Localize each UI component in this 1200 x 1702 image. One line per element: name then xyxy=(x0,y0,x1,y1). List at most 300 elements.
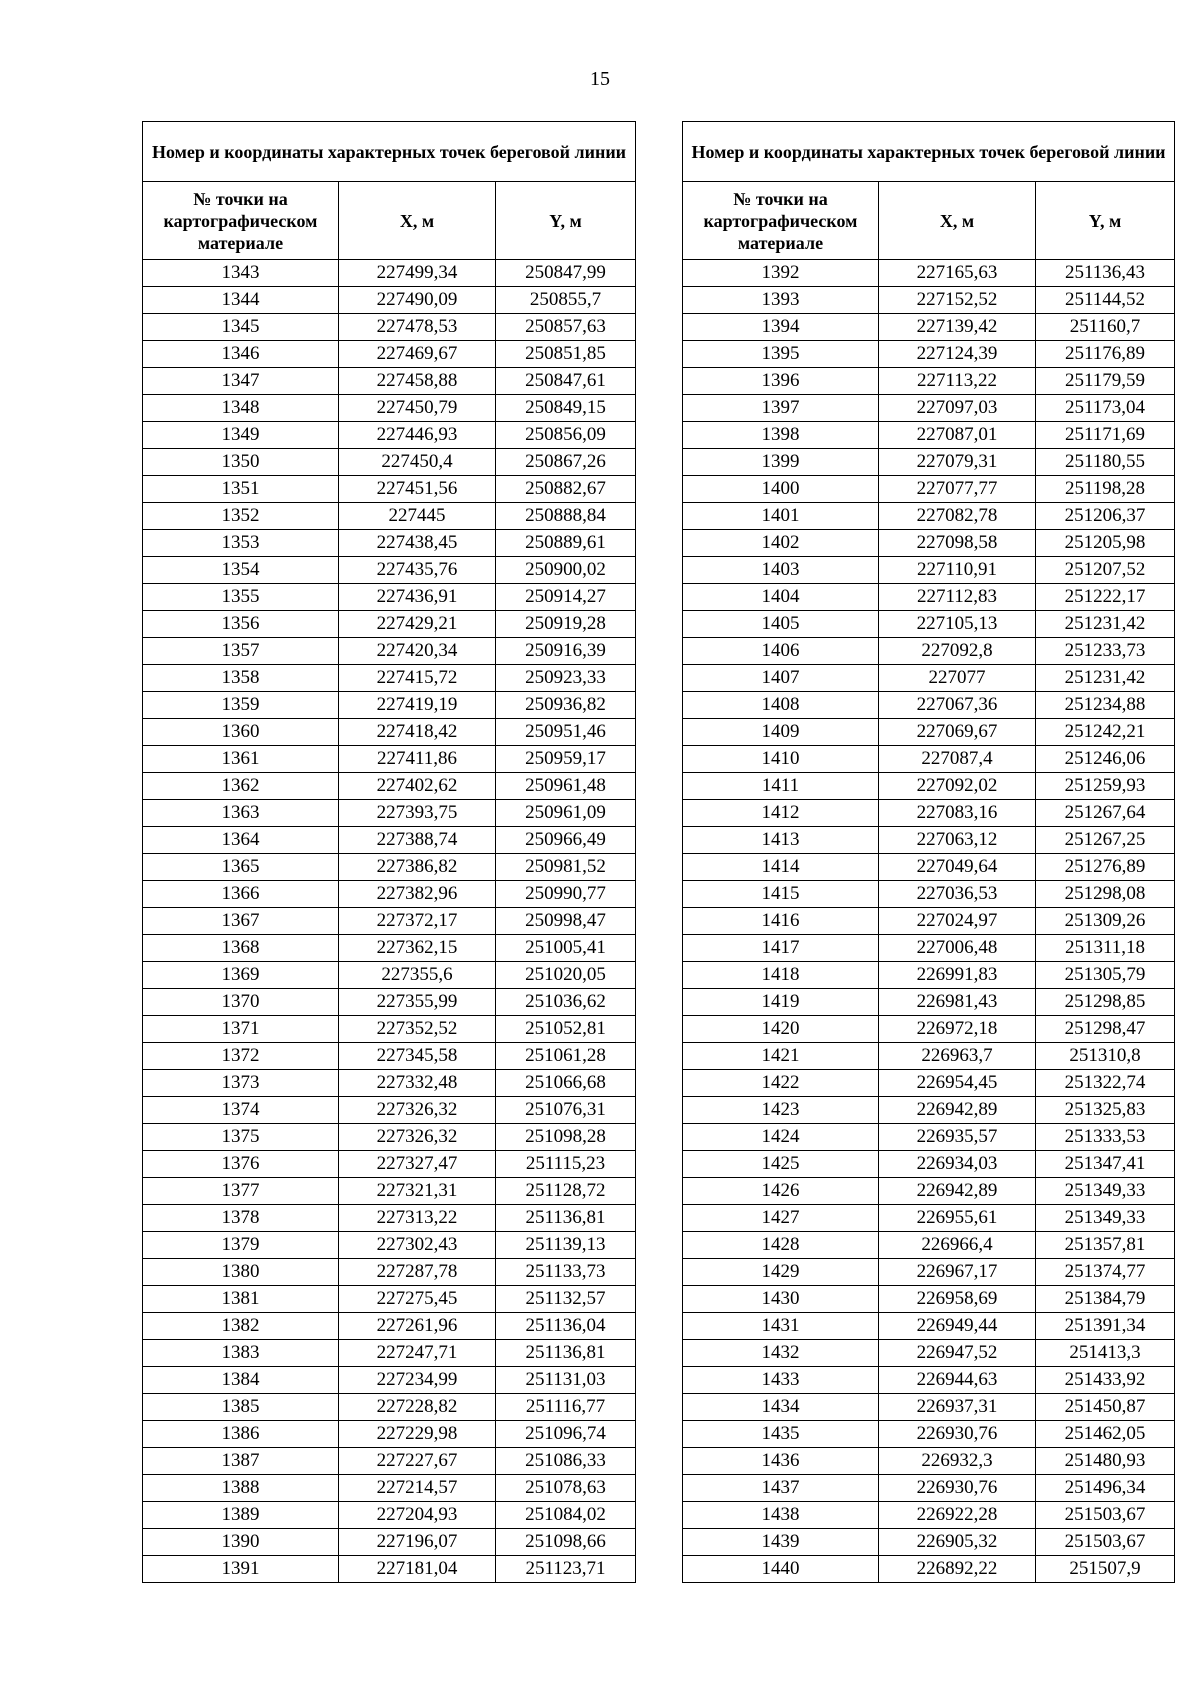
x-coordinate-cell: 227069,67 xyxy=(879,719,1036,746)
column-header-y: Y, м xyxy=(1036,182,1175,260)
column-header-x: X, м xyxy=(339,182,496,260)
table-row xyxy=(683,962,1175,989)
point-number-cell: 1391 xyxy=(143,1556,339,1583)
column-header-point-number: № точки на картографическом материале xyxy=(683,182,879,260)
x-coordinate-cell: 227327,47 xyxy=(339,1151,496,1178)
y-coordinate-cell: 250888,84 xyxy=(496,503,636,530)
table-row xyxy=(143,503,636,530)
point-number-cell: 1343 xyxy=(143,260,339,287)
y-coordinate-cell: 251020,05 xyxy=(496,962,636,989)
table-row xyxy=(143,1286,636,1313)
x-coordinate-cell: 227063,12 xyxy=(879,827,1036,854)
x-coordinate-cell: 227077 xyxy=(879,665,1036,692)
y-coordinate-cell: 251333,53 xyxy=(1036,1124,1175,1151)
table-row xyxy=(143,1502,636,1529)
point-number-cell: 1427 xyxy=(683,1205,879,1232)
table-row xyxy=(683,1232,1175,1259)
table-row xyxy=(683,1475,1175,1502)
y-coordinate-cell: 250966,49 xyxy=(496,827,636,854)
point-number-cell: 1349 xyxy=(143,422,339,449)
x-coordinate-cell: 227204,93 xyxy=(339,1502,496,1529)
table-row xyxy=(683,935,1175,962)
x-coordinate-cell: 227435,76 xyxy=(339,557,496,584)
y-coordinate-cell: 251311,18 xyxy=(1036,935,1175,962)
y-coordinate-cell: 250856,09 xyxy=(496,422,636,449)
table-row xyxy=(143,1313,636,1340)
point-number-cell: 1406 xyxy=(683,638,879,665)
table-row xyxy=(143,584,636,611)
point-number-cell: 1405 xyxy=(683,611,879,638)
x-coordinate-cell: 226958,69 xyxy=(879,1286,1036,1313)
table-row xyxy=(143,1151,636,1178)
y-coordinate-cell: 251207,52 xyxy=(1036,557,1175,584)
y-coordinate-cell: 251480,93 xyxy=(1036,1448,1175,1475)
point-number-cell: 1423 xyxy=(683,1097,879,1124)
table-body-left xyxy=(143,260,636,1583)
point-number-cell: 1431 xyxy=(683,1313,879,1340)
x-coordinate-cell: 226937,31 xyxy=(879,1394,1036,1421)
y-coordinate-cell: 251205,98 xyxy=(1036,530,1175,557)
table-row xyxy=(143,611,636,638)
y-coordinate-cell: 251462,05 xyxy=(1036,1421,1175,1448)
x-coordinate-cell: 227393,75 xyxy=(339,800,496,827)
x-coordinate-cell: 226942,89 xyxy=(879,1178,1036,1205)
y-coordinate-cell: 250998,47 xyxy=(496,908,636,935)
y-coordinate-cell: 251066,68 xyxy=(496,1070,636,1097)
y-coordinate-cell: 251084,02 xyxy=(496,1502,636,1529)
table-row xyxy=(143,638,636,665)
table-row xyxy=(683,1529,1175,1556)
point-number-cell: 1413 xyxy=(683,827,879,854)
table-row xyxy=(143,1016,636,1043)
point-number-cell: 1401 xyxy=(683,503,879,530)
table-row xyxy=(143,260,636,287)
point-number-cell: 1356 xyxy=(143,611,339,638)
y-coordinate-cell: 250959,17 xyxy=(496,746,636,773)
table-row xyxy=(143,368,636,395)
point-number-cell: 1352 xyxy=(143,503,339,530)
point-number-cell: 1397 xyxy=(683,395,879,422)
page-number: 15 xyxy=(590,68,610,90)
y-coordinate-cell: 251123,71 xyxy=(496,1556,636,1583)
x-coordinate-cell: 227110,91 xyxy=(879,557,1036,584)
x-coordinate-cell: 227499,34 xyxy=(339,260,496,287)
point-number-cell: 1424 xyxy=(683,1124,879,1151)
table-row xyxy=(143,314,636,341)
table-row xyxy=(143,935,636,962)
x-coordinate-cell: 227386,82 xyxy=(339,854,496,881)
y-coordinate-cell: 251116,77 xyxy=(496,1394,636,1421)
x-coordinate-cell: 227049,64 xyxy=(879,854,1036,881)
y-coordinate-cell: 250990,77 xyxy=(496,881,636,908)
y-coordinate-cell: 251076,31 xyxy=(496,1097,636,1124)
table-row xyxy=(683,287,1175,314)
table-row xyxy=(683,881,1175,908)
table-row xyxy=(683,1340,1175,1367)
point-number-cell: 1403 xyxy=(683,557,879,584)
x-coordinate-cell: 226955,61 xyxy=(879,1205,1036,1232)
x-coordinate-cell: 226949,44 xyxy=(879,1313,1036,1340)
y-coordinate-cell: 251450,87 xyxy=(1036,1394,1175,1421)
table-caption: Номер и координаты характерных точек береговой линии xyxy=(683,122,1175,182)
x-coordinate-cell: 227429,21 xyxy=(339,611,496,638)
point-number-cell: 1347 xyxy=(143,368,339,395)
y-coordinate-cell: 251078,63 xyxy=(496,1475,636,1502)
x-coordinate-cell: 227321,31 xyxy=(339,1178,496,1205)
y-coordinate-cell: 250867,26 xyxy=(496,449,636,476)
x-coordinate-cell: 226905,32 xyxy=(879,1529,1036,1556)
point-number-cell: 1346 xyxy=(143,341,339,368)
x-coordinate-cell: 227229,98 xyxy=(339,1421,496,1448)
point-number-cell: 1373 xyxy=(143,1070,339,1097)
table-row xyxy=(683,314,1175,341)
x-coordinate-cell: 227098,58 xyxy=(879,530,1036,557)
y-coordinate-cell: 250847,99 xyxy=(496,260,636,287)
table-row xyxy=(683,611,1175,638)
y-coordinate-cell: 251173,04 xyxy=(1036,395,1175,422)
point-number-cell: 1426 xyxy=(683,1178,879,1205)
y-coordinate-cell: 251136,81 xyxy=(496,1205,636,1232)
table-row xyxy=(143,530,636,557)
x-coordinate-cell: 226930,76 xyxy=(879,1475,1036,1502)
table-row xyxy=(143,1529,636,1556)
point-number-cell: 1357 xyxy=(143,638,339,665)
point-number-cell: 1393 xyxy=(683,287,879,314)
y-coordinate-cell: 250851,85 xyxy=(496,341,636,368)
table-row xyxy=(683,800,1175,827)
table-row xyxy=(143,1259,636,1286)
table-row xyxy=(143,1421,636,1448)
y-coordinate-cell: 250855,7 xyxy=(496,287,636,314)
x-coordinate-cell: 227355,6 xyxy=(339,962,496,989)
table-row xyxy=(683,1178,1175,1205)
table-row xyxy=(143,395,636,422)
table-row xyxy=(683,557,1175,584)
x-coordinate-cell: 227152,52 xyxy=(879,287,1036,314)
point-number-cell: 1395 xyxy=(683,341,879,368)
point-number-cell: 1419 xyxy=(683,989,879,1016)
table-row xyxy=(683,1016,1175,1043)
table-row xyxy=(143,476,636,503)
x-coordinate-cell: 227097,03 xyxy=(879,395,1036,422)
y-coordinate-cell: 251231,42 xyxy=(1036,611,1175,638)
y-coordinate-cell: 251115,23 xyxy=(496,1151,636,1178)
point-number-cell: 1351 xyxy=(143,476,339,503)
x-coordinate-cell: 226944,63 xyxy=(879,1367,1036,1394)
y-coordinate-cell: 250916,39 xyxy=(496,638,636,665)
x-coordinate-cell: 227372,17 xyxy=(339,908,496,935)
y-coordinate-cell: 251276,89 xyxy=(1036,854,1175,881)
y-coordinate-cell: 251131,03 xyxy=(496,1367,636,1394)
x-coordinate-cell: 226954,45 xyxy=(879,1070,1036,1097)
y-coordinate-cell: 251374,77 xyxy=(1036,1259,1175,1286)
x-coordinate-cell: 227411,86 xyxy=(339,746,496,773)
point-number-cell: 1408 xyxy=(683,692,879,719)
point-number-cell: 1440 xyxy=(683,1556,879,1583)
y-coordinate-cell: 251176,89 xyxy=(1036,341,1175,368)
point-number-cell: 1411 xyxy=(683,773,879,800)
x-coordinate-cell: 226934,03 xyxy=(879,1151,1036,1178)
x-coordinate-cell: 227287,78 xyxy=(339,1259,496,1286)
x-coordinate-cell: 227415,72 xyxy=(339,665,496,692)
point-number-cell: 1371 xyxy=(143,1016,339,1043)
point-number-cell: 1369 xyxy=(143,962,339,989)
y-coordinate-cell: 250900,02 xyxy=(496,557,636,584)
table-row xyxy=(683,530,1175,557)
point-number-cell: 1386 xyxy=(143,1421,339,1448)
point-number-cell: 1396 xyxy=(683,368,879,395)
point-number-cell: 1381 xyxy=(143,1286,339,1313)
table-row xyxy=(143,719,636,746)
table-row xyxy=(683,1070,1175,1097)
point-number-cell: 1354 xyxy=(143,557,339,584)
y-coordinate-cell: 251096,74 xyxy=(496,1421,636,1448)
x-coordinate-cell: 227355,99 xyxy=(339,989,496,1016)
x-coordinate-cell: 227326,32 xyxy=(339,1097,496,1124)
x-coordinate-cell: 227438,45 xyxy=(339,530,496,557)
point-number-cell: 1376 xyxy=(143,1151,339,1178)
point-number-cell: 1377 xyxy=(143,1178,339,1205)
table-row xyxy=(143,692,636,719)
y-coordinate-cell: 251507,9 xyxy=(1036,1556,1175,1583)
y-coordinate-cell: 251234,88 xyxy=(1036,692,1175,719)
y-coordinate-cell: 251242,21 xyxy=(1036,719,1175,746)
point-number-cell: 1422 xyxy=(683,1070,879,1097)
point-number-cell: 1417 xyxy=(683,935,879,962)
y-coordinate-cell: 250889,61 xyxy=(496,530,636,557)
point-number-cell: 1350 xyxy=(143,449,339,476)
x-coordinate-cell: 227446,93 xyxy=(339,422,496,449)
point-number-cell: 1412 xyxy=(683,800,879,827)
y-coordinate-cell: 251098,66 xyxy=(496,1529,636,1556)
x-coordinate-cell: 227436,91 xyxy=(339,584,496,611)
x-coordinate-cell: 227478,53 xyxy=(339,314,496,341)
y-coordinate-cell: 251347,41 xyxy=(1036,1151,1175,1178)
table-row xyxy=(143,1394,636,1421)
point-number-cell: 1359 xyxy=(143,692,339,719)
point-number-cell: 1439 xyxy=(683,1529,879,1556)
point-number-cell: 1425 xyxy=(683,1151,879,1178)
point-number-cell: 1367 xyxy=(143,908,339,935)
point-number-cell: 1394 xyxy=(683,314,879,341)
point-number-cell: 1414 xyxy=(683,854,879,881)
x-coordinate-cell: 226922,28 xyxy=(879,1502,1036,1529)
point-number-cell: 1388 xyxy=(143,1475,339,1502)
x-coordinate-cell: 227082,78 xyxy=(879,503,1036,530)
column-header-x: X, м xyxy=(879,182,1036,260)
x-coordinate-cell: 227247,71 xyxy=(339,1340,496,1367)
x-coordinate-cell: 227345,58 xyxy=(339,1043,496,1070)
x-coordinate-cell: 227420,34 xyxy=(339,638,496,665)
y-coordinate-cell: 251198,28 xyxy=(1036,476,1175,503)
y-coordinate-cell: 251136,04 xyxy=(496,1313,636,1340)
point-number-cell: 1392 xyxy=(683,260,879,287)
x-coordinate-cell: 227419,19 xyxy=(339,692,496,719)
y-coordinate-cell: 251298,47 xyxy=(1036,1016,1175,1043)
x-coordinate-cell: 227196,07 xyxy=(339,1529,496,1556)
table-row xyxy=(683,1502,1175,1529)
x-coordinate-cell: 227083,16 xyxy=(879,800,1036,827)
y-coordinate-cell: 251433,92 xyxy=(1036,1367,1175,1394)
point-number-cell: 1364 xyxy=(143,827,339,854)
point-number-cell: 1409 xyxy=(683,719,879,746)
y-coordinate-cell: 251206,37 xyxy=(1036,503,1175,530)
x-coordinate-cell: 227469,67 xyxy=(339,341,496,368)
table-row xyxy=(143,773,636,800)
table-row xyxy=(143,800,636,827)
table-caption: Номер и координаты характерных точек береговой линии xyxy=(143,122,636,182)
table-row xyxy=(683,584,1175,611)
y-coordinate-cell: 251086,33 xyxy=(496,1448,636,1475)
y-coordinate-cell: 251128,72 xyxy=(496,1178,636,1205)
y-coordinate-cell: 250919,28 xyxy=(496,611,636,638)
point-number-cell: 1389 xyxy=(143,1502,339,1529)
x-coordinate-cell: 226930,76 xyxy=(879,1421,1036,1448)
y-coordinate-cell: 251036,62 xyxy=(496,989,636,1016)
table-row xyxy=(683,773,1175,800)
y-coordinate-cell: 251061,28 xyxy=(496,1043,636,1070)
x-coordinate-cell: 227326,32 xyxy=(339,1124,496,1151)
point-number-cell: 1430 xyxy=(683,1286,879,1313)
x-coordinate-cell: 227165,63 xyxy=(879,260,1036,287)
y-coordinate-cell: 251136,81 xyxy=(496,1340,636,1367)
point-number-cell: 1415 xyxy=(683,881,879,908)
point-number-cell: 1398 xyxy=(683,422,879,449)
table-row xyxy=(143,1475,636,1502)
table-row xyxy=(143,908,636,935)
x-coordinate-cell: 227382,96 xyxy=(339,881,496,908)
table-row xyxy=(683,395,1175,422)
y-coordinate-cell: 251133,73 xyxy=(496,1259,636,1286)
x-coordinate-cell: 227332,48 xyxy=(339,1070,496,1097)
table-row xyxy=(683,1097,1175,1124)
x-coordinate-cell: 227388,74 xyxy=(339,827,496,854)
x-coordinate-cell: 227006,48 xyxy=(879,935,1036,962)
y-coordinate-cell: 251305,79 xyxy=(1036,962,1175,989)
table-row xyxy=(143,1232,636,1259)
y-coordinate-cell: 251413,3 xyxy=(1036,1340,1175,1367)
table-row xyxy=(683,854,1175,881)
table-row xyxy=(683,1313,1175,1340)
table-row xyxy=(683,1205,1175,1232)
table-row xyxy=(143,989,636,1016)
x-coordinate-cell: 227036,53 xyxy=(879,881,1036,908)
table-row xyxy=(683,1421,1175,1448)
table-row xyxy=(683,665,1175,692)
x-coordinate-cell: 227113,22 xyxy=(879,368,1036,395)
x-coordinate-cell: 227275,45 xyxy=(339,1286,496,1313)
point-number-cell: 1428 xyxy=(683,1232,879,1259)
x-coordinate-cell: 227234,99 xyxy=(339,1367,496,1394)
x-coordinate-cell: 227445 xyxy=(339,503,496,530)
x-coordinate-cell: 226967,17 xyxy=(879,1259,1036,1286)
y-coordinate-cell: 251298,85 xyxy=(1036,989,1175,1016)
table-row xyxy=(683,827,1175,854)
point-number-cell: 1384 xyxy=(143,1367,339,1394)
table-row xyxy=(683,1124,1175,1151)
x-coordinate-cell: 227458,88 xyxy=(339,368,496,395)
column-header-y: Y, м xyxy=(496,182,636,260)
table-row xyxy=(143,557,636,584)
x-coordinate-cell: 227024,97 xyxy=(879,908,1036,935)
y-coordinate-cell: 251222,17 xyxy=(1036,584,1175,611)
y-coordinate-cell: 251052,81 xyxy=(496,1016,636,1043)
x-coordinate-cell: 227402,62 xyxy=(339,773,496,800)
x-coordinate-cell: 227227,67 xyxy=(339,1448,496,1475)
point-number-cell: 1436 xyxy=(683,1448,879,1475)
column-header-point-number: № точки на картографическом материале xyxy=(143,182,339,260)
x-coordinate-cell: 227313,22 xyxy=(339,1205,496,1232)
x-coordinate-cell: 226981,43 xyxy=(879,989,1036,1016)
table-row xyxy=(143,1097,636,1124)
point-number-cell: 1421 xyxy=(683,1043,879,1070)
point-number-cell: 1360 xyxy=(143,719,339,746)
y-coordinate-cell: 251309,26 xyxy=(1036,908,1175,935)
point-number-cell: 1344 xyxy=(143,287,339,314)
y-coordinate-cell: 251233,73 xyxy=(1036,638,1175,665)
table-row xyxy=(683,692,1175,719)
table-row xyxy=(683,1259,1175,1286)
x-coordinate-cell: 227450,4 xyxy=(339,449,496,476)
y-coordinate-cell: 250849,15 xyxy=(496,395,636,422)
table-row xyxy=(683,746,1175,773)
table-row xyxy=(143,1070,636,1097)
point-number-cell: 1383 xyxy=(143,1340,339,1367)
y-coordinate-cell: 251349,33 xyxy=(1036,1178,1175,1205)
table-row xyxy=(683,1448,1175,1475)
x-coordinate-cell: 227139,42 xyxy=(879,314,1036,341)
point-number-cell: 1433 xyxy=(683,1367,879,1394)
y-coordinate-cell: 250914,27 xyxy=(496,584,636,611)
y-coordinate-cell: 251267,25 xyxy=(1036,827,1175,854)
table-row xyxy=(143,881,636,908)
point-number-cell: 1437 xyxy=(683,1475,879,1502)
point-number-cell: 1418 xyxy=(683,962,879,989)
y-coordinate-cell: 251503,67 xyxy=(1036,1502,1175,1529)
x-coordinate-cell: 227450,79 xyxy=(339,395,496,422)
point-number-cell: 1382 xyxy=(143,1313,339,1340)
y-coordinate-cell: 251231,42 xyxy=(1036,665,1175,692)
point-number-cell: 1355 xyxy=(143,584,339,611)
x-coordinate-cell: 226942,89 xyxy=(879,1097,1036,1124)
point-number-cell: 1348 xyxy=(143,395,339,422)
x-coordinate-cell: 227092,8 xyxy=(879,638,1036,665)
y-coordinate-cell: 251349,33 xyxy=(1036,1205,1175,1232)
point-number-cell: 1361 xyxy=(143,746,339,773)
x-coordinate-cell: 227490,09 xyxy=(339,287,496,314)
table-row xyxy=(683,1367,1175,1394)
x-coordinate-cell: 226935,57 xyxy=(879,1124,1036,1151)
y-coordinate-cell: 251179,59 xyxy=(1036,368,1175,395)
table-row xyxy=(143,1178,636,1205)
y-coordinate-cell: 251246,06 xyxy=(1036,746,1175,773)
table-row xyxy=(683,1394,1175,1421)
y-coordinate-cell: 251136,43 xyxy=(1036,260,1175,287)
y-coordinate-cell: 250951,46 xyxy=(496,719,636,746)
y-coordinate-cell: 251357,81 xyxy=(1036,1232,1175,1259)
x-coordinate-cell: 227087,4 xyxy=(879,746,1036,773)
y-coordinate-cell: 250961,09 xyxy=(496,800,636,827)
table-row xyxy=(143,341,636,368)
x-coordinate-cell: 226972,18 xyxy=(879,1016,1036,1043)
y-coordinate-cell: 251391,34 xyxy=(1036,1313,1175,1340)
point-number-cell: 1420 xyxy=(683,1016,879,1043)
table-row xyxy=(683,341,1175,368)
table-row xyxy=(683,1043,1175,1070)
table-row xyxy=(143,1448,636,1475)
y-coordinate-cell: 251139,13 xyxy=(496,1232,636,1259)
table-body-right xyxy=(683,260,1175,1583)
